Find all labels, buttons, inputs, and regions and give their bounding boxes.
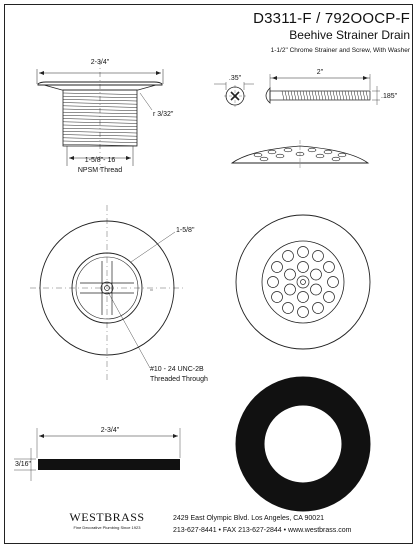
product-name: Beehive Strainer Drain <box>289 28 410 42</box>
strainer-hole <box>310 269 321 280</box>
thread-width-label: 1-5/8"- 16 <box>84 157 116 164</box>
screw-thread-line <box>285 91 287 100</box>
dome-hole <box>308 148 316 152</box>
screw-length-label: 2" <box>316 69 324 76</box>
screw-thread-line <box>324 91 326 100</box>
thread-type-label: NPSM Thread <box>77 167 123 174</box>
screw-thread-line <box>327 91 329 100</box>
screw-thread-line <box>303 91 305 100</box>
strainer-dome-side-view <box>232 140 368 170</box>
washer-top-view <box>250 391 356 497</box>
thread-line <box>63 138 137 140</box>
strainer-hole <box>285 284 296 295</box>
washer-side-profile <box>38 459 180 470</box>
footer <box>0 510 420 550</box>
screw-thread-line <box>342 91 344 100</box>
contact-line: 213-627-8441 • FAX 213-627-2844 • www.westbrass.com <box>173 527 352 534</box>
strainer-hole <box>313 251 324 262</box>
strainer-hole <box>323 262 334 273</box>
drain-top-view <box>30 205 208 383</box>
dome-hole <box>332 157 340 161</box>
dome-hole <box>268 150 276 154</box>
thread-line <box>63 141 137 143</box>
screw-thread-line <box>288 91 290 100</box>
radius-label: r 3/32" <box>153 111 174 118</box>
strainer-hole <box>310 284 321 295</box>
model-number: D3311-F / 792OOCP-F <box>253 10 410 27</box>
drain-side-view <box>37 59 174 174</box>
strainer-hole <box>283 251 294 262</box>
dome-hole <box>254 153 262 157</box>
thread-line <box>63 103 137 105</box>
strainer-hole <box>301 280 306 285</box>
dome-hole <box>324 150 332 154</box>
product-description: 1-1/2" Chrome Strainer and Screw, With Washer <box>270 47 410 54</box>
screw-thread-line <box>363 91 365 100</box>
thread-line <box>63 119 137 121</box>
strainer-hole <box>283 302 294 313</box>
thread-note-label: Threaded Through <box>150 376 208 383</box>
screw-thread-line <box>294 91 296 100</box>
screw-thread-line <box>282 91 284 100</box>
screw-thread-line <box>336 91 338 100</box>
screw-threads <box>282 91 368 100</box>
thread-line <box>63 125 137 127</box>
screw-thread-line <box>309 91 311 100</box>
screw-thread-line <box>306 91 308 100</box>
screw-thread-line <box>315 91 317 100</box>
screw-thread-line <box>348 91 350 100</box>
screw-shank-label: .185" <box>381 93 398 100</box>
screw-head-diameter-label: .35" <box>228 75 242 82</box>
screw-thread-line <box>330 91 332 100</box>
strainer-hole <box>328 277 339 288</box>
dome-hole <box>276 154 284 158</box>
screw-thread-line <box>312 91 314 100</box>
dome-hole <box>284 148 292 152</box>
dome-hole <box>338 153 346 157</box>
dome-hole <box>316 154 324 158</box>
screw-thread-line <box>318 91 320 100</box>
strainer-hole <box>298 262 309 273</box>
thread-spec-label: #10 - 24 UNC-2B <box>150 366 204 373</box>
dome-hole <box>260 157 268 161</box>
strainer-hole <box>285 269 296 280</box>
screw-thread-line <box>357 91 359 100</box>
strainer-hole <box>298 292 309 303</box>
screw-thread-line <box>351 91 353 100</box>
strainer-hole <box>272 262 283 273</box>
screw-thread-line <box>291 91 293 100</box>
washer-side-view <box>14 427 180 481</box>
strainer-hole <box>323 292 334 303</box>
strainer-hole <box>268 277 279 288</box>
strainer-top-view <box>236 215 370 349</box>
strainer-hole <box>298 247 309 258</box>
screw-thread-line <box>345 91 347 100</box>
washer-thickness-label: 3/16" <box>14 461 32 468</box>
top-width-label: 2-3/4" <box>90 59 110 66</box>
strainer-hole <box>313 302 324 313</box>
strainer-hole <box>272 292 283 303</box>
strainer-hole <box>297 276 309 288</box>
company-address <box>173 513 351 537</box>
screw-thread-line <box>339 91 341 100</box>
address-line: 2429 East Olympic Blvd. Los Angeles, CA 90021 <box>173 515 324 522</box>
brand-logo: WESTBRASS Fine Decorative Plumbing Since 1923 <box>69 510 145 530</box>
thread-line <box>63 106 137 108</box>
strainer-hole <box>298 307 309 318</box>
thread-line <box>63 93 137 95</box>
inner-diameter-label: 1-5/8" <box>176 227 195 234</box>
screw-thread-line <box>297 91 299 100</box>
screw-thread-line <box>360 91 362 100</box>
screw-thread-line <box>354 91 356 100</box>
screw-thread-line <box>321 91 323 100</box>
screw-thread-line <box>366 91 368 100</box>
washer-width-label: 2-3/4" <box>100 427 120 434</box>
strainer-holes <box>268 247 339 318</box>
screw-thread-line <box>300 91 302 100</box>
screw-thread-line <box>333 91 335 100</box>
screw-view <box>214 69 398 107</box>
